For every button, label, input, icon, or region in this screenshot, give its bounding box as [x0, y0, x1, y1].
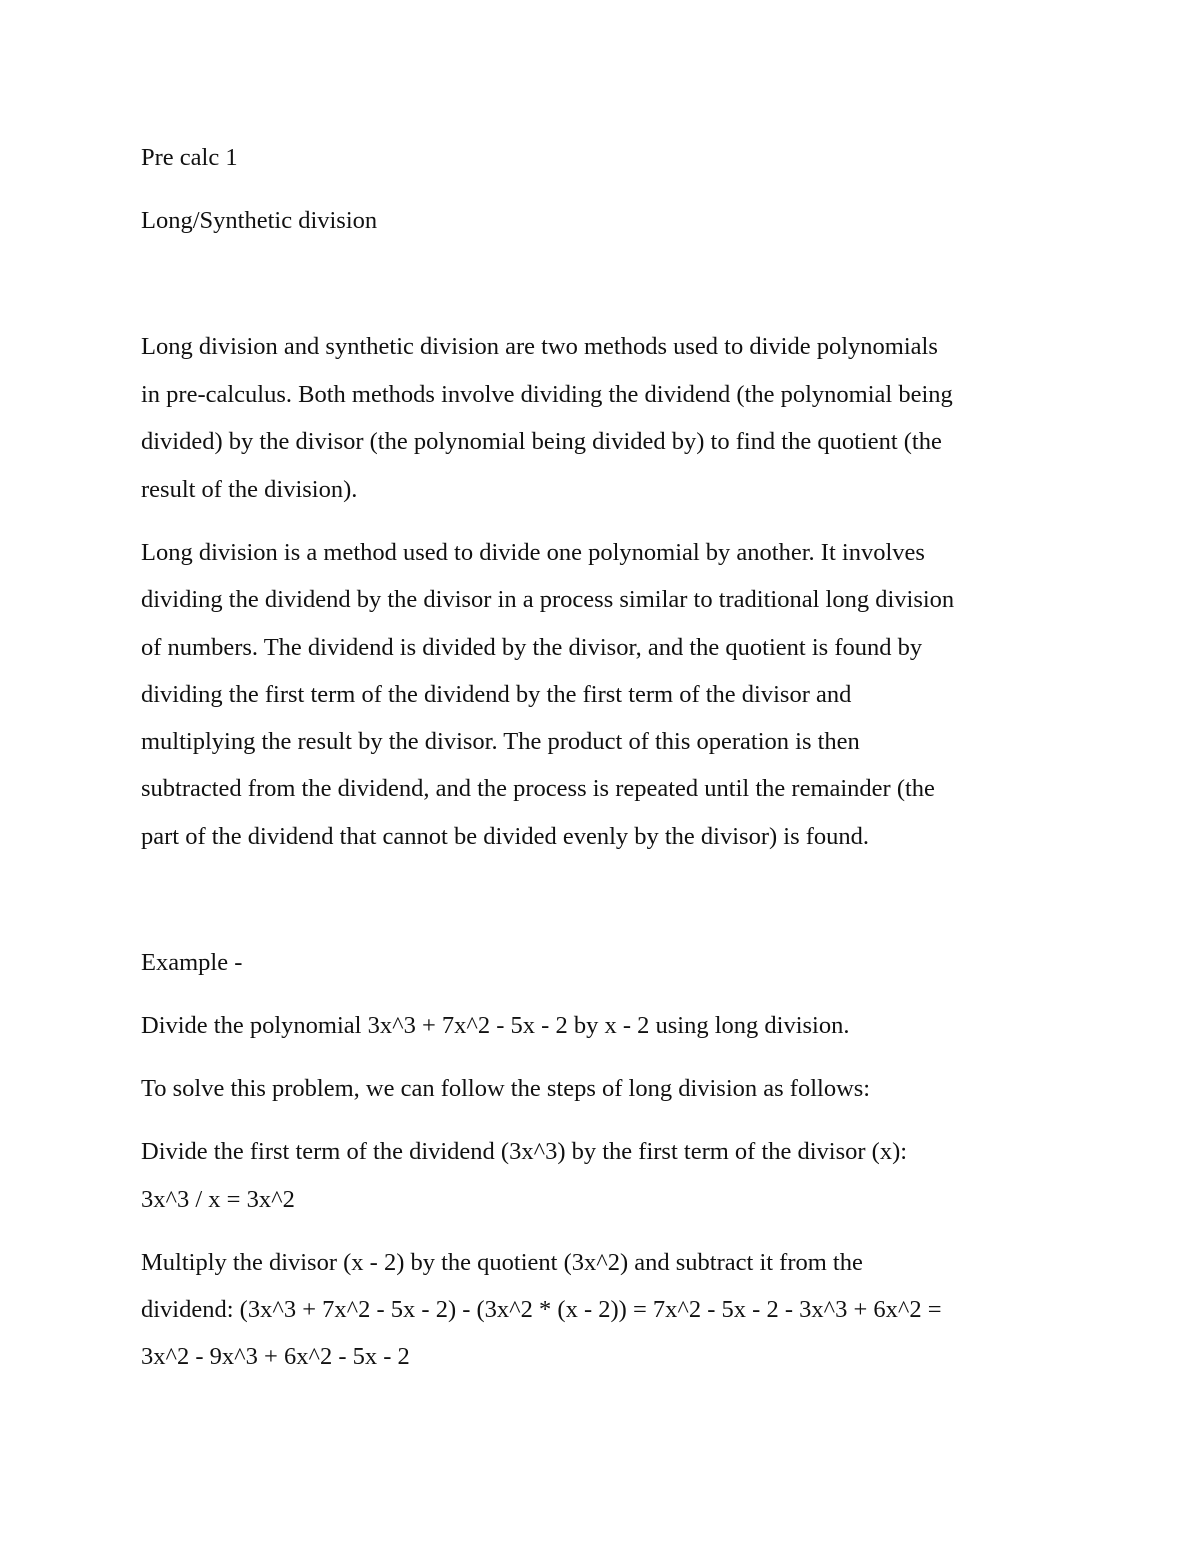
solution-intro: To solve this problem, we can follow the steps of long division as follows: — [141, 1075, 871, 1102]
example-heading: Example - — [141, 949, 243, 976]
step-line: dividend: (3x^3 + 7x^2 - 5x - 2) - (3x^2 * (x - 2)) = 7x^2 - 5x - 2 - 3x^3 + 6x^2 = — [141, 1296, 942, 1323]
problem-statement: Divide the polynomial 3x^3 + 7x^2 - 5x - 2 by x - 2 using long division. — [141, 1012, 850, 1039]
paragraph-line: multiplying the result by the divisor. The product of this operation is then — [141, 728, 860, 755]
step-line: Multiply the divisor (x - 2) by the quotient (3x^2) and subtract it from the — [141, 1249, 863, 1276]
step-line: 3x^2 - 9x^3 + 6x^2 - 5x - 2 — [141, 1343, 410, 1370]
step-line: Divide the first term of the dividend (3x^3) by the first term of the divisor (x): — [141, 1138, 908, 1165]
paragraph-line: divided) by the divisor (the polynomial being divided by) to find the quotient (the — [141, 428, 942, 455]
paragraph-line: Long division is a method used to divide one polynomial by another. It involves — [141, 539, 925, 566]
document-title: Pre calc 1 — [141, 144, 238, 171]
paragraph-line: result of the division). — [141, 476, 358, 503]
paragraph-line: dividing the first term of the dividend by the first term of the divisor and — [141, 681, 852, 708]
step-line: 3x^3 / x = 3x^2 — [141, 1186, 295, 1213]
paragraph-line: of numbers. The dividend is divided by the divisor, and the quotient is found by — [141, 634, 923, 661]
document-subtitle: Long/Synthetic division — [141, 207, 378, 234]
paragraph-line: part of the dividend that cannot be divided evenly by the divisor) is found. — [141, 823, 870, 850]
paragraph-line: subtracted from the dividend, and the process is repeated until the remainder (the — [141, 775, 935, 802]
paragraph-line: in pre-calculus. Both methods involve dividing the dividend (the polynomial being — [141, 381, 953, 408]
paragraph-line: Long division and synthetic division are two methods used to divide polynomials — [141, 333, 938, 360]
paragraph-line: dividing the dividend by the divisor in a process similar to traditional long division — [141, 586, 955, 613]
